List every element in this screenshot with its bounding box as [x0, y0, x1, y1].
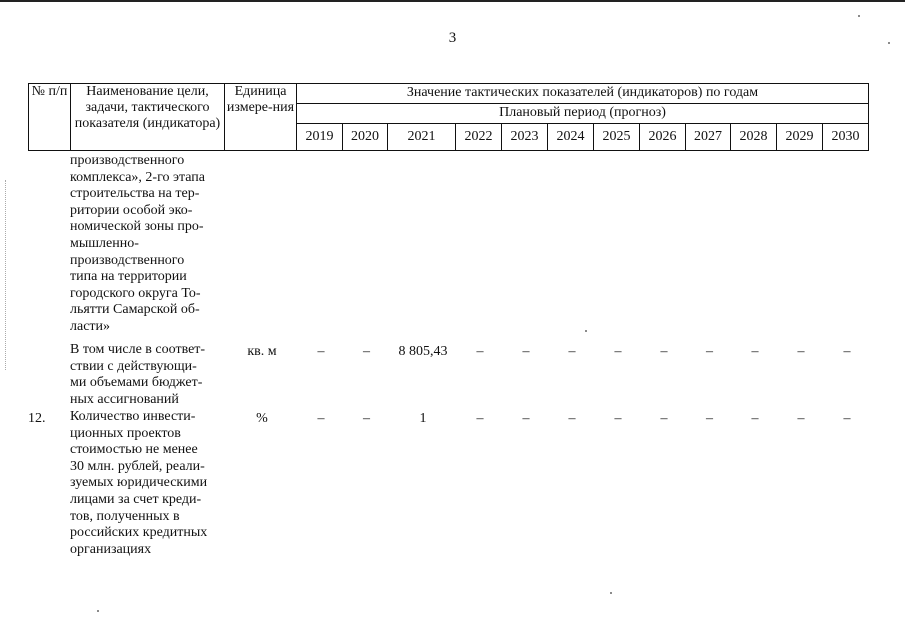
text-line: тов, полученных в: [70, 508, 180, 524]
header-year: 2029: [777, 123, 823, 150]
text-line: ми объемами бюджет-: [70, 375, 203, 391]
row-value: 1: [419, 411, 427, 426]
header-year: 2024: [548, 123, 594, 150]
text-line: городского округа То-: [70, 285, 201, 301]
row-value: –: [751, 344, 759, 359]
text-line: организациях: [70, 541, 152, 557]
scan-speck: [97, 610, 99, 612]
row-value: –: [363, 344, 370, 359]
scan-speck: [585, 330, 587, 332]
scan-top-edge: [0, 0, 905, 2]
row-name-budget: [70, 342, 222, 408]
row-value: –: [568, 411, 576, 426]
row-value: –: [363, 411, 370, 426]
header-year: 2025: [594, 123, 640, 150]
header-year: 2026: [640, 123, 686, 150]
text-line: зуемых юридическими: [70, 475, 208, 491]
header-name: Наименование цели, задачи, тактического показателя (индикатора): [71, 84, 225, 151]
row-value: –: [843, 411, 851, 426]
header-year: 2021: [388, 123, 456, 150]
row-value: –: [522, 411, 530, 426]
text-line: В том числе в соответ-: [70, 342, 206, 357]
header-year: 2019: [297, 123, 343, 150]
row-number: 12.: [28, 411, 46, 426]
text-line: ствии с действующи-: [70, 358, 197, 374]
scan-speck: [610, 592, 612, 594]
text-line: ритории особой эко-: [70, 202, 193, 218]
row-value: –: [706, 411, 713, 426]
text-line: стоимостью не менее: [70, 442, 198, 458]
row-value: –: [476, 344, 484, 359]
text-line: ласти»: [70, 318, 111, 334]
row-value: –: [706, 344, 713, 359]
text-line: номической зоны про-: [70, 219, 204, 235]
row-name-continuation: [70, 153, 222, 336]
row-value: –: [797, 344, 805, 359]
margin-binding-marks: [5, 180, 18, 370]
text-line: ционных проектов: [70, 425, 181, 441]
indicators-table-header: [28, 83, 869, 151]
row-value: –: [751, 411, 759, 426]
scan-speck: [888, 42, 890, 44]
row-unit: кв. м: [247, 344, 277, 359]
text-line: российских кредитных: [70, 525, 208, 541]
header-year: 2028: [731, 123, 777, 150]
row-name-investment-projects: [70, 409, 222, 558]
row-value: –: [843, 344, 851, 359]
row-value: –: [522, 344, 530, 359]
text-line: 30 млн. рублей, реали-: [70, 458, 205, 474]
header-year: 2022: [456, 123, 502, 150]
header-num: № п/п: [29, 84, 71, 151]
header-year: 2020: [343, 123, 388, 150]
text-line: ных ассигнований: [70, 391, 179, 407]
text-line: производственного: [70, 153, 185, 168]
header-unit: Единица измере-ния: [225, 84, 297, 151]
header-year: 2027: [686, 123, 731, 150]
row-value: –: [660, 411, 668, 426]
scan-speck: [858, 15, 860, 17]
text-line: мышленно-: [70, 235, 139, 251]
row-value: –: [317, 411, 325, 426]
text-line: комплекса», 2-го этапа: [70, 169, 206, 185]
row-value: –: [614, 411, 622, 426]
text-line: строительства на тер-: [70, 186, 200, 202]
text-line: типа на территории: [70, 269, 187, 285]
row-value: –: [660, 344, 668, 359]
row-value: –: [568, 344, 576, 359]
row-value: 8 805,43: [398, 344, 448, 359]
row-value: –: [476, 411, 484, 426]
row-value: –: [797, 411, 805, 426]
page-number: 3: [448, 30, 457, 46]
row-value: –: [614, 344, 622, 359]
header-year: 2030: [823, 123, 869, 150]
row-unit: %: [256, 411, 268, 426]
header-values-title: Значение тактических показателей (индикаторов) по годам: [297, 84, 869, 104]
text-line: производственного: [70, 252, 185, 268]
text-line: льятти Самарской об-: [70, 302, 200, 318]
row-value: –: [317, 344, 325, 359]
header-year: 2023: [502, 123, 548, 150]
text-line: Количество инвести-: [70, 409, 196, 424]
text-line: лицами за счет креди-: [70, 491, 202, 507]
header-period-title: Плановый период (прогноз): [297, 103, 869, 123]
